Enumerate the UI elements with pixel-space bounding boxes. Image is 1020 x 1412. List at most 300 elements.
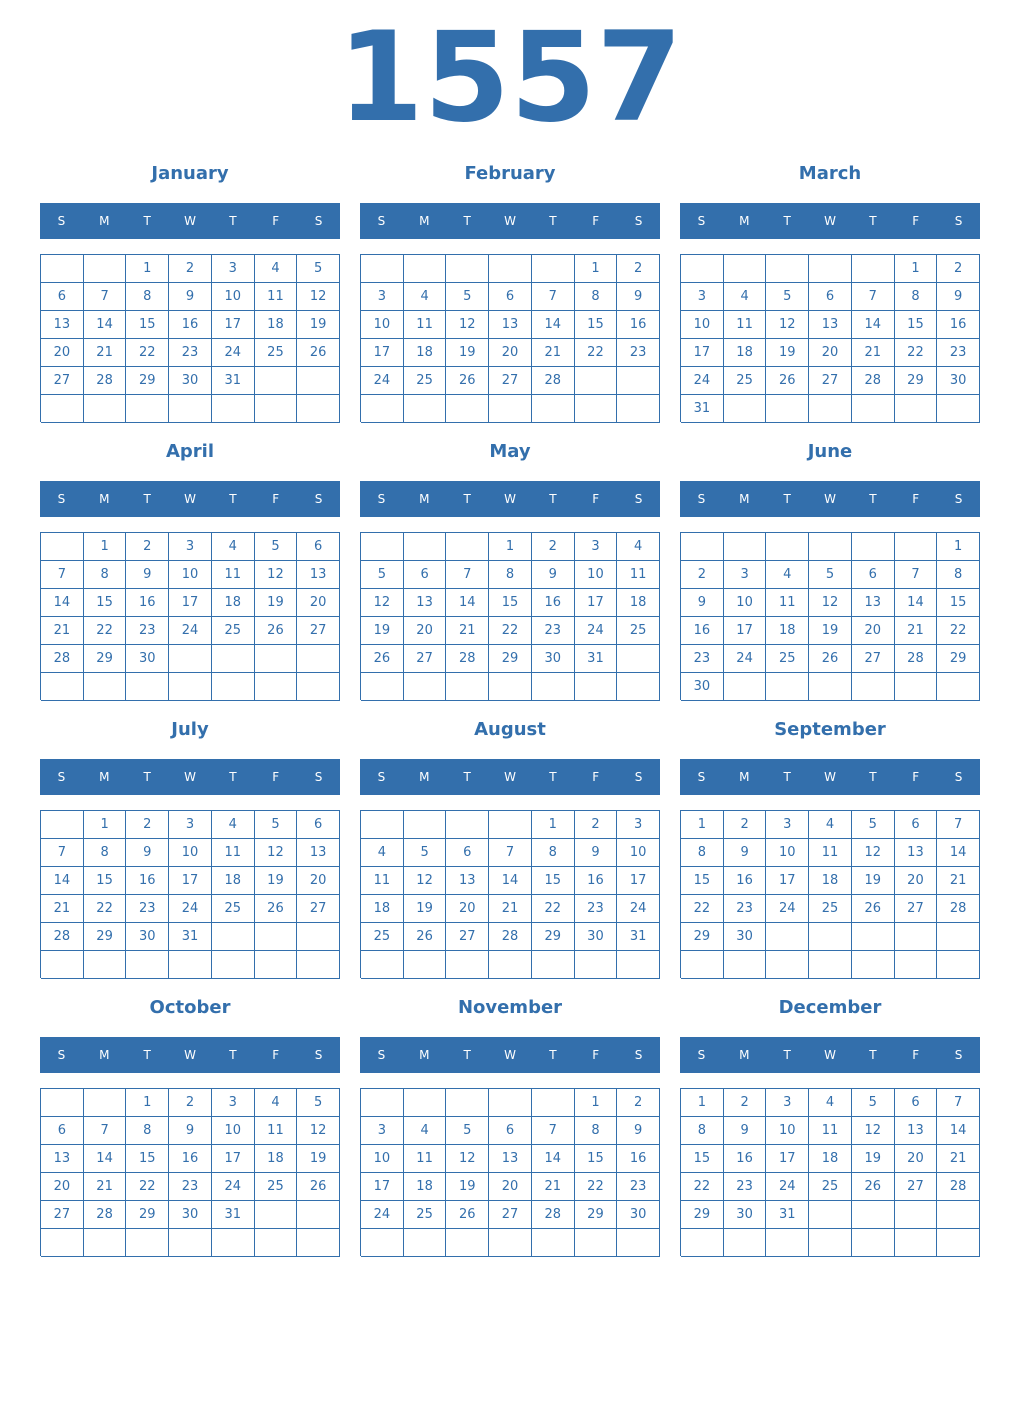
day-cell <box>446 951 489 978</box>
day-grid <box>360 254 660 422</box>
week-row <box>361 255 660 283</box>
day-cell: 19 <box>297 311 340 338</box>
weekday-header <box>40 203 340 239</box>
day-cell: 16 <box>126 589 169 616</box>
month-name: October <box>149 997 231 1018</box>
day-cell: 10 <box>212 1117 255 1144</box>
week-row <box>361 811 660 839</box>
day-cell: 24 <box>766 1173 809 1200</box>
day-cell <box>895 1229 938 1256</box>
day-cell: 1 <box>532 811 575 838</box>
day-cell: 26 <box>852 1173 895 1200</box>
day-cell: 31 <box>617 923 660 950</box>
weekday-header <box>360 481 660 517</box>
weekday-label: S <box>954 214 963 228</box>
day-cell: 29 <box>84 645 127 672</box>
week-row <box>41 867 340 895</box>
day-cell <box>255 645 298 672</box>
weekday-label: W <box>824 214 836 228</box>
day-grid <box>680 254 980 422</box>
day-cell: 25 <box>404 367 447 394</box>
day-cell <box>404 951 447 978</box>
day-cell <box>852 395 895 422</box>
day-cell: 1 <box>681 1089 724 1116</box>
day-cell: 15 <box>532 867 575 894</box>
weekday-label: F <box>272 214 280 228</box>
day-cell: 19 <box>852 1145 895 1172</box>
month-name: February <box>464 163 556 184</box>
day-grid <box>360 1088 660 1256</box>
weekday-label: M <box>99 492 110 506</box>
day-cell <box>41 811 84 838</box>
day-cell: 28 <box>937 895 980 922</box>
day-cell: 25 <box>255 1173 298 1200</box>
day-cell <box>41 395 84 422</box>
day-cell: 28 <box>895 645 938 672</box>
day-cell: 13 <box>41 1145 84 1172</box>
week-row <box>41 1117 340 1145</box>
day-cell: 1 <box>126 1089 169 1116</box>
day-cell <box>404 533 447 560</box>
weekday-label: T <box>463 1048 471 1062</box>
day-cell: 29 <box>681 923 724 950</box>
week-row <box>681 1117 980 1145</box>
day-cell: 30 <box>126 645 169 672</box>
day-cell: 4 <box>255 255 298 282</box>
day-cell: 23 <box>169 1173 212 1200</box>
day-cell: 2 <box>126 811 169 838</box>
day-cell <box>404 395 447 422</box>
day-cell: 12 <box>809 589 852 616</box>
week-row <box>361 867 660 895</box>
day-cell: 4 <box>617 533 660 560</box>
day-cell: 25 <box>212 895 255 922</box>
weekday-label: S <box>954 492 963 506</box>
day-cell: 6 <box>809 283 852 310</box>
month-name: September <box>774 719 886 740</box>
day-cell: 11 <box>212 561 255 588</box>
weekday-header <box>360 759 660 795</box>
day-cell <box>212 645 255 672</box>
day-cell: 7 <box>532 283 575 310</box>
day-cell: 1 <box>126 255 169 282</box>
day-cell <box>446 673 489 700</box>
weekday-label: T <box>549 1048 557 1062</box>
day-cell <box>169 951 212 978</box>
day-cell <box>937 1229 980 1256</box>
day-cell: 4 <box>809 1089 852 1116</box>
day-cell: 19 <box>404 895 447 922</box>
day-cell: 30 <box>724 923 767 950</box>
day-cell <box>212 395 255 422</box>
week-row <box>41 1145 340 1173</box>
weekday-label: M <box>99 214 110 228</box>
day-cell: 29 <box>532 923 575 950</box>
day-cell <box>297 1229 340 1256</box>
weekday-label: M <box>419 492 430 506</box>
day-cell <box>766 533 809 560</box>
day-cell: 11 <box>212 839 255 866</box>
weekday-label: S <box>314 770 323 784</box>
day-cell: 5 <box>297 255 340 282</box>
day-cell <box>681 1229 724 1256</box>
week-row <box>41 255 340 283</box>
day-grid <box>40 254 340 422</box>
month-name: June <box>807 441 853 462</box>
weekday-label: T <box>229 214 237 228</box>
weekday-label: T <box>229 492 237 506</box>
day-cell <box>361 951 404 978</box>
day-cell: 2 <box>617 1089 660 1116</box>
day-cell: 28 <box>41 645 84 672</box>
day-cell: 30 <box>169 367 212 394</box>
day-cell: 27 <box>297 617 340 644</box>
day-cell <box>937 1201 980 1228</box>
day-cell: 18 <box>361 895 404 922</box>
week-row <box>361 839 660 867</box>
day-cell: 30 <box>937 367 980 394</box>
day-cell <box>489 811 532 838</box>
day-cell: 14 <box>895 589 938 616</box>
day-cell <box>361 1089 404 1116</box>
day-cell: 5 <box>809 561 852 588</box>
day-cell: 9 <box>937 283 980 310</box>
day-cell: 2 <box>169 1089 212 1116</box>
day-cell: 12 <box>446 1145 489 1172</box>
day-cell: 22 <box>532 895 575 922</box>
day-cell <box>361 395 404 422</box>
day-cell: 7 <box>532 1117 575 1144</box>
weekday-label: T <box>463 214 471 228</box>
weekday-label: S <box>57 214 66 228</box>
day-cell <box>169 645 212 672</box>
day-cell: 11 <box>404 1145 447 1172</box>
day-cell: 2 <box>169 255 212 282</box>
day-grid <box>680 532 980 700</box>
day-cell <box>361 533 404 560</box>
weekday-label: T <box>229 770 237 784</box>
day-cell: 22 <box>575 1173 618 1200</box>
day-cell <box>169 395 212 422</box>
day-cell: 30 <box>724 1201 767 1228</box>
day-cell: 1 <box>895 255 938 282</box>
day-cell: 15 <box>895 311 938 338</box>
day-cell: 23 <box>169 339 212 366</box>
day-cell: 11 <box>255 283 298 310</box>
weekday-label: W <box>184 214 196 228</box>
day-cell: 15 <box>126 1145 169 1172</box>
day-cell <box>446 811 489 838</box>
weekday-label: T <box>549 492 557 506</box>
week-row <box>41 395 340 423</box>
day-cell: 26 <box>297 1173 340 1200</box>
day-cell <box>297 1201 340 1228</box>
day-cell: 12 <box>852 839 895 866</box>
day-cell <box>895 395 938 422</box>
day-cell: 12 <box>361 589 404 616</box>
day-cell: 1 <box>575 255 618 282</box>
day-cell <box>84 395 127 422</box>
day-cell <box>575 367 618 394</box>
day-cell: 8 <box>489 561 532 588</box>
week-row <box>41 589 340 617</box>
day-cell: 6 <box>41 283 84 310</box>
day-cell: 30 <box>126 923 169 950</box>
day-cell <box>852 533 895 560</box>
day-cell <box>446 1089 489 1116</box>
day-cell <box>617 673 660 700</box>
day-cell: 22 <box>126 1173 169 1200</box>
day-cell <box>809 395 852 422</box>
day-cell <box>126 673 169 700</box>
day-cell: 11 <box>255 1117 298 1144</box>
day-cell: 1 <box>84 811 127 838</box>
day-cell <box>126 395 169 422</box>
weekday-label: S <box>634 492 643 506</box>
day-cell: 3 <box>617 811 660 838</box>
day-cell: 29 <box>126 367 169 394</box>
day-cell: 4 <box>404 1117 447 1144</box>
day-cell: 25 <box>724 367 767 394</box>
weekday-label: T <box>143 770 151 784</box>
weekday-label: F <box>592 770 600 784</box>
day-cell: 1 <box>937 533 980 560</box>
day-cell <box>766 395 809 422</box>
week-row <box>681 923 980 951</box>
day-cell: 6 <box>41 1117 84 1144</box>
weekday-label: T <box>229 1048 237 1062</box>
day-cell <box>937 395 980 422</box>
day-cell: 25 <box>809 1173 852 1200</box>
day-cell: 11 <box>809 1117 852 1144</box>
day-cell <box>895 923 938 950</box>
week-row <box>41 283 340 311</box>
day-cell <box>404 673 447 700</box>
day-cell: 20 <box>41 1173 84 1200</box>
day-cell: 21 <box>446 617 489 644</box>
day-cell: 15 <box>575 311 618 338</box>
day-cell: 12 <box>297 283 340 310</box>
weekday-label: S <box>954 770 963 784</box>
day-cell: 26 <box>809 645 852 672</box>
weekday-label: T <box>463 770 471 784</box>
day-cell: 5 <box>852 811 895 838</box>
day-cell <box>937 923 980 950</box>
day-cell: 16 <box>937 311 980 338</box>
day-cell <box>724 533 767 560</box>
day-cell: 11 <box>404 311 447 338</box>
day-cell <box>575 673 618 700</box>
day-cell: 7 <box>84 1117 127 1144</box>
weekday-label: S <box>314 492 323 506</box>
day-cell: 22 <box>575 339 618 366</box>
day-cell <box>212 951 255 978</box>
weekday-header <box>40 759 340 795</box>
weekday-label: T <box>783 214 791 228</box>
weekday-label: M <box>419 214 430 228</box>
day-cell <box>937 673 980 700</box>
day-cell: 16 <box>681 617 724 644</box>
day-cell <box>41 1089 84 1116</box>
day-cell <box>297 645 340 672</box>
weekday-label: T <box>143 492 151 506</box>
day-cell <box>361 811 404 838</box>
week-row <box>681 811 980 839</box>
day-cell <box>617 645 660 672</box>
day-cell: 10 <box>169 561 212 588</box>
month-name: November <box>457 997 563 1018</box>
day-cell: 21 <box>489 895 532 922</box>
day-cell: 7 <box>489 839 532 866</box>
day-cell <box>297 395 340 422</box>
day-cell: 5 <box>404 839 447 866</box>
day-cell: 10 <box>766 839 809 866</box>
day-cell: 6 <box>297 533 340 560</box>
day-cell <box>809 673 852 700</box>
day-cell: 22 <box>84 895 127 922</box>
day-cell: 18 <box>255 1145 298 1172</box>
day-cell: 13 <box>852 589 895 616</box>
weekday-label: S <box>634 770 643 784</box>
day-cell <box>852 255 895 282</box>
day-cell: 22 <box>681 1173 724 1200</box>
day-cell: 15 <box>681 867 724 894</box>
day-cell: 25 <box>212 617 255 644</box>
day-cell: 28 <box>84 1201 127 1228</box>
week-row <box>681 1173 980 1201</box>
day-cell: 14 <box>84 1145 127 1172</box>
day-cell: 7 <box>937 1089 980 1116</box>
day-cell: 28 <box>532 367 575 394</box>
day-cell: 31 <box>766 1201 809 1228</box>
day-cell <box>895 1201 938 1228</box>
week-row <box>361 367 660 395</box>
day-cell: 31 <box>212 367 255 394</box>
day-cell: 15 <box>681 1145 724 1172</box>
weekday-label: M <box>419 1048 430 1062</box>
day-cell <box>532 951 575 978</box>
week-row <box>41 923 340 951</box>
day-cell: 19 <box>255 589 298 616</box>
day-cell <box>809 533 852 560</box>
day-cell: 21 <box>895 617 938 644</box>
week-row <box>41 1173 340 1201</box>
day-cell: 27 <box>809 367 852 394</box>
day-cell <box>617 1229 660 1256</box>
week-row <box>361 951 660 979</box>
day-cell: 8 <box>126 283 169 310</box>
day-cell: 16 <box>169 1145 212 1172</box>
day-cell: 24 <box>617 895 660 922</box>
day-cell: 28 <box>489 923 532 950</box>
day-cell: 14 <box>41 867 84 894</box>
day-cell: 9 <box>617 1117 660 1144</box>
week-row <box>681 533 980 561</box>
day-cell <box>41 255 84 282</box>
day-cell: 7 <box>41 839 84 866</box>
week-row <box>41 617 340 645</box>
day-cell: 7 <box>41 561 84 588</box>
day-cell: 21 <box>532 339 575 366</box>
day-cell: 23 <box>126 895 169 922</box>
day-cell: 27 <box>895 895 938 922</box>
day-cell: 21 <box>937 867 980 894</box>
weekday-label: S <box>377 492 386 506</box>
day-cell <box>809 1201 852 1228</box>
day-cell: 19 <box>255 867 298 894</box>
day-grid <box>360 532 660 700</box>
day-cell: 21 <box>84 339 127 366</box>
weekday-label: F <box>912 214 920 228</box>
day-cell: 27 <box>41 367 84 394</box>
weekday-label: F <box>272 1048 280 1062</box>
day-cell <box>361 673 404 700</box>
day-cell <box>41 533 84 560</box>
day-cell: 27 <box>489 367 532 394</box>
day-cell: 2 <box>937 255 980 282</box>
weekday-label: M <box>419 770 430 784</box>
day-cell <box>446 533 489 560</box>
day-cell: 22 <box>126 339 169 366</box>
day-cell: 27 <box>297 895 340 922</box>
day-cell <box>681 533 724 560</box>
day-cell <box>446 255 489 282</box>
day-cell: 25 <box>255 339 298 366</box>
day-cell: 15 <box>84 867 127 894</box>
day-cell <box>895 533 938 560</box>
day-cell: 16 <box>617 311 660 338</box>
day-cell: 6 <box>895 811 938 838</box>
day-cell <box>766 1229 809 1256</box>
day-cell <box>41 951 84 978</box>
day-cell: 2 <box>575 811 618 838</box>
day-cell <box>489 395 532 422</box>
week-row <box>361 1229 660 1257</box>
day-cell: 18 <box>255 311 298 338</box>
day-cell: 6 <box>489 283 532 310</box>
day-cell: 23 <box>724 1173 767 1200</box>
day-cell: 11 <box>766 589 809 616</box>
weekday-label: F <box>592 214 600 228</box>
day-cell: 11 <box>617 561 660 588</box>
day-cell: 9 <box>724 1117 767 1144</box>
week-row <box>361 1145 660 1173</box>
day-cell <box>84 951 127 978</box>
weekday-label: F <box>912 770 920 784</box>
day-cell: 19 <box>446 339 489 366</box>
day-cell: 7 <box>84 283 127 310</box>
week-row <box>361 1089 660 1117</box>
day-cell <box>937 951 980 978</box>
day-cell: 3 <box>361 283 404 310</box>
weekday-label: W <box>184 1048 196 1062</box>
month-name: May <box>489 441 531 462</box>
weekday-label: T <box>869 1048 877 1062</box>
weekday-label: F <box>592 1048 600 1062</box>
day-cell: 14 <box>489 867 532 894</box>
day-cell <box>404 1089 447 1116</box>
day-cell <box>84 255 127 282</box>
day-cell: 13 <box>489 311 532 338</box>
day-cell: 16 <box>126 867 169 894</box>
day-cell: 24 <box>169 895 212 922</box>
day-cell <box>489 673 532 700</box>
day-cell: 14 <box>532 311 575 338</box>
day-cell: 25 <box>766 645 809 672</box>
day-cell: 17 <box>169 589 212 616</box>
day-cell: 28 <box>852 367 895 394</box>
weekday-header <box>680 203 980 239</box>
